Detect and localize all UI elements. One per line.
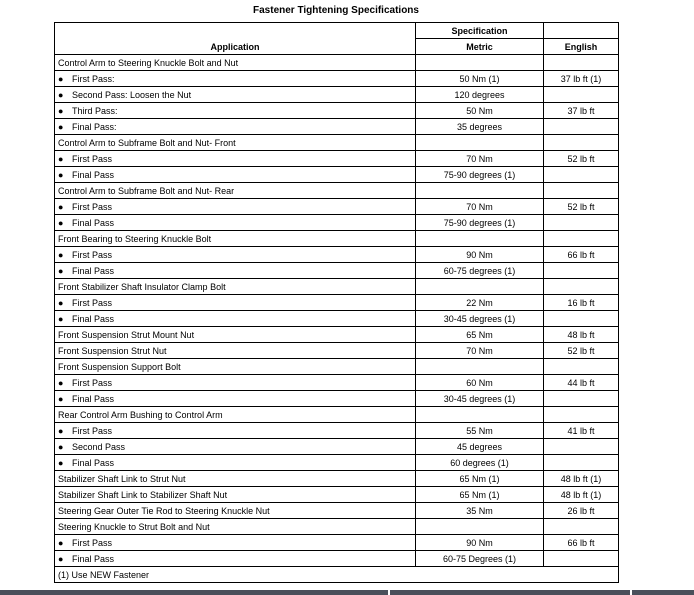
application-cell — [55, 375, 416, 391]
application-cell: Front Suspension Strut Nut — [55, 343, 416, 359]
bullet-icon: ● — [58, 249, 64, 260]
application-cell — [55, 199, 416, 215]
group-row — [55, 183, 619, 199]
footnote: (1) Use NEW Fastener — [55, 567, 619, 583]
pass-row — [55, 311, 619, 327]
table-row — [55, 343, 619, 359]
group-row — [55, 407, 619, 423]
metric-cell: 55 Nm — [416, 423, 544, 439]
metric-cell — [416, 519, 544, 535]
table-row — [55, 471, 619, 487]
pass-row — [55, 535, 619, 551]
english-cell: 66 lb ft — [544, 535, 619, 551]
application-cell: Stabilizer Shaft Link to Strut Nut — [55, 471, 416, 487]
table-row — [55, 327, 619, 343]
pass-row — [55, 423, 619, 439]
english-cell — [544, 135, 619, 151]
bullet-icon: ● — [58, 313, 64, 324]
english-cell: 48 lb ft (1) — [544, 471, 619, 487]
metric-cell: 30-45 degrees (1) — [416, 391, 544, 407]
english-cell — [544, 167, 619, 183]
application-cell — [55, 87, 416, 103]
application-cell — [55, 311, 416, 327]
bullet-icon: ● — [58, 217, 64, 228]
bullet-icon: ● — [58, 537, 64, 548]
metric-header: Metric — [416, 39, 544, 55]
metric-cell — [416, 183, 544, 199]
english-cell — [544, 215, 619, 231]
bullet-icon: ● — [58, 121, 64, 132]
english-cell — [544, 359, 619, 375]
english-cell — [544, 551, 619, 567]
application-cell — [55, 247, 416, 263]
application-cell: Control Arm to Subframe Bolt and Nut- Front — [55, 135, 416, 151]
group-row — [55, 519, 619, 535]
application-label: First Pass: — [72, 73, 115, 84]
metric-cell: 22 Nm — [416, 295, 544, 311]
metric-cell: 65 Nm — [416, 327, 544, 343]
metric-cell: 120 degrees — [416, 87, 544, 103]
pass-row — [55, 551, 619, 567]
metric-cell: 75-90 degrees (1) — [416, 215, 544, 231]
application-cell: Steering Knuckle to Strut Bolt and Nut — [55, 519, 416, 535]
english-cell: 16 lb ft — [544, 295, 619, 311]
english-cell — [544, 263, 619, 279]
group-row — [55, 231, 619, 247]
english-cell — [544, 455, 619, 471]
bullet-icon: ● — [58, 553, 64, 564]
application-label: Second Pass — [72, 441, 126, 452]
table-row — [55, 487, 619, 503]
application-cell: Stabilizer Shaft Link to Stabilizer Shaft Nut — [55, 487, 416, 503]
specifications-body — [55, 55, 619, 567]
metric-cell: 50 Nm — [416, 103, 544, 119]
application-cell — [55, 391, 416, 407]
application-cell: Front Bearing to Steering Knuckle Bolt — [55, 231, 416, 247]
group-row — [55, 279, 619, 295]
application-cell — [55, 423, 416, 439]
pass-row — [55, 215, 619, 231]
bullet-icon: ● — [58, 457, 64, 468]
application-cell — [55, 103, 416, 119]
application-label: Third Pass: — [72, 105, 118, 116]
metric-cell — [416, 407, 544, 423]
application-label: Final Pass: — [72, 121, 117, 132]
metric-cell: 65 Nm (1) — [416, 471, 544, 487]
english-cell — [544, 231, 619, 247]
application-label: Final Pass — [72, 265, 115, 276]
pass-row — [55, 247, 619, 263]
application-label: Final Pass — [72, 457, 115, 468]
application-cell: Rear Control Arm Bushing to Control Arm — [55, 407, 416, 423]
metric-cell: 70 Nm — [416, 151, 544, 167]
english-cell — [544, 87, 619, 103]
pass-row — [55, 439, 619, 455]
metric-cell — [416, 55, 544, 71]
english-cell — [544, 55, 619, 71]
english-cell: 37 lb ft (1) — [544, 71, 619, 87]
metric-cell: 50 Nm (1) — [416, 71, 544, 87]
application-label: Final Pass — [72, 393, 115, 404]
english-cell: 66 lb ft — [544, 247, 619, 263]
bullet-icon: ● — [58, 201, 64, 212]
metric-cell: 35 degrees — [416, 119, 544, 135]
english-cell: 41 lb ft — [544, 423, 619, 439]
application-label: First Pass — [72, 425, 113, 436]
specification-header: Specification — [416, 23, 544, 39]
pass-row — [55, 263, 619, 279]
application-cell: Front Suspension Support Bolt — [55, 359, 416, 375]
pass-row — [55, 375, 619, 391]
application-cell — [55, 535, 416, 551]
pass-row — [55, 103, 619, 119]
pass-row — [55, 151, 619, 167]
english-cell: 26 lb ft — [544, 503, 619, 519]
bottom-bar — [0, 590, 694, 595]
application-label: First Pass — [72, 153, 113, 164]
pass-row — [55, 119, 619, 135]
application-label: Final Pass — [72, 169, 115, 180]
english-cell: 52 lb ft — [544, 343, 619, 359]
application-label: Second Pass: Loosen the Nut — [72, 89, 192, 100]
english-cell — [544, 119, 619, 135]
application-cell — [55, 119, 416, 135]
application-label: First Pass — [72, 537, 113, 548]
header-row-1 — [55, 23, 619, 39]
application-header: Application — [55, 23, 416, 55]
english-cell: 52 lb ft — [544, 199, 619, 215]
pass-row — [55, 71, 619, 87]
pass-row — [55, 87, 619, 103]
english-cell: 44 lb ft — [544, 375, 619, 391]
metric-cell: 65 Nm (1) — [416, 487, 544, 503]
metric-cell: 90 Nm — [416, 247, 544, 263]
application-cell: Control Arm to Steering Knuckle Bolt and Nut — [55, 55, 416, 71]
bullet-icon: ● — [58, 297, 64, 308]
english-cell: 48 lb ft — [544, 327, 619, 343]
group-row — [55, 359, 619, 375]
bullet-icon: ● — [58, 265, 64, 276]
bullet-icon: ● — [58, 425, 64, 436]
metric-cell: 45 degrees — [416, 439, 544, 455]
metric-cell — [416, 231, 544, 247]
application-label: Final Pass — [72, 217, 115, 228]
application-label: First Pass — [72, 377, 113, 388]
bullet-icon: ● — [58, 73, 64, 84]
group-row — [55, 55, 619, 71]
metric-cell: 75-90 degrees (1) — [416, 167, 544, 183]
metric-cell: 60 degrees (1) — [416, 455, 544, 471]
application-cell — [55, 151, 416, 167]
bullet-icon: ● — [58, 441, 64, 452]
metric-cell: 30-45 degrees (1) — [416, 311, 544, 327]
bullet-icon: ● — [58, 377, 64, 388]
group-row — [55, 135, 619, 151]
metric-cell: 35 Nm — [416, 503, 544, 519]
metric-cell: 60-75 Degrees (1) — [416, 551, 544, 567]
page-title: Fastener Tightening Specifications — [253, 5, 419, 16]
metric-cell: 90 Nm — [416, 535, 544, 551]
metric-cell — [416, 279, 544, 295]
application-cell — [55, 167, 416, 183]
application-label: First Pass — [72, 201, 113, 212]
application-cell — [55, 71, 416, 87]
specifications-table — [54, 22, 619, 583]
english-cell — [544, 311, 619, 327]
metric-cell: 60-75 degrees (1) — [416, 263, 544, 279]
application-label: Final Pass — [72, 313, 115, 324]
bullet-icon: ● — [58, 89, 64, 100]
bullet-icon: ● — [58, 393, 64, 404]
table-row — [55, 503, 619, 519]
metric-cell — [416, 359, 544, 375]
bullet-icon: ● — [58, 169, 64, 180]
bullet-icon: ● — [58, 105, 64, 116]
english-header: English — [544, 39, 619, 55]
english-cell — [544, 407, 619, 423]
english-cell: 48 lb ft (1) — [544, 487, 619, 503]
pass-row — [55, 199, 619, 215]
application-cell — [55, 295, 416, 311]
bottom-bar-divider — [388, 590, 390, 595]
metric-cell: 70 Nm — [416, 343, 544, 359]
english-cell — [544, 439, 619, 455]
pass-row — [55, 295, 619, 311]
application-label: First Pass — [72, 297, 113, 308]
application-cell: Front Stabilizer Shaft Insulator Clamp Bolt — [55, 279, 416, 295]
pass-row — [55, 167, 619, 183]
specification-blank-header — [544, 23, 619, 39]
metric-cell: 60 Nm — [416, 375, 544, 391]
application-label: First Pass — [72, 249, 113, 260]
application-cell — [55, 439, 416, 455]
pass-row — [55, 391, 619, 407]
application-label: Final Pass — [72, 553, 115, 564]
application-cell: Front Suspension Strut Mount Nut — [55, 327, 416, 343]
application-cell — [55, 551, 416, 567]
application-cell — [55, 263, 416, 279]
bullet-icon: ● — [58, 153, 64, 164]
application-cell: Steering Gear Outer Tie Rod to Steering Knuckle Nut — [55, 503, 416, 519]
application-cell — [55, 455, 416, 471]
english-cell — [544, 183, 619, 199]
metric-cell: 70 Nm — [416, 199, 544, 215]
english-cell — [544, 391, 619, 407]
footnote-row — [55, 567, 619, 583]
application-cell — [55, 215, 416, 231]
english-cell — [544, 279, 619, 295]
english-cell: 37 lb ft — [544, 103, 619, 119]
metric-cell — [416, 135, 544, 151]
pass-row — [55, 455, 619, 471]
english-cell: 52 lb ft — [544, 151, 619, 167]
bottom-bar-divider — [630, 590, 632, 595]
english-cell — [544, 519, 619, 535]
application-cell: Control Arm to Subframe Bolt and Nut- Rear — [55, 183, 416, 199]
